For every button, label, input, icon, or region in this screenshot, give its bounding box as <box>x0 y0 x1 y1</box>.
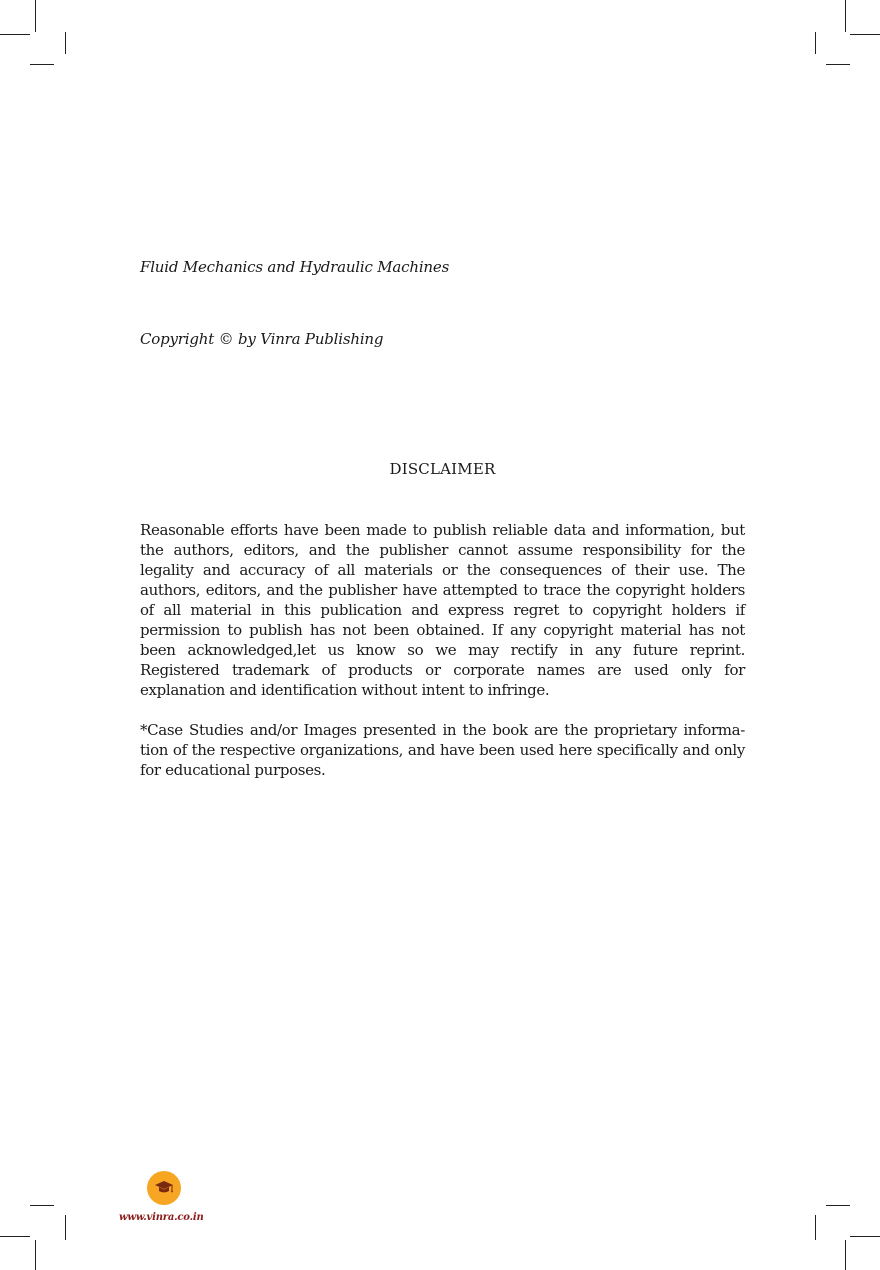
disclaimer-body: Reasonable efforts have been made to publish reliable data and information, but the authors, editors, and the publisher cannot assume responsibility for the legality and accuracy of all materials or the consequences of their use. The authors, editors, and the publisher have attempted to trace the copyright holders of all material in this publication and express regret to copyright holders if permission to publish has not been obtained. If any copyright material has not been acknowledged,let us know so we may rectify in any future reprint. Registered trademark of products or corporate names are used only for explanation and identification without intent to infringe. <box>140 521 745 699</box>
crop-mark <box>815 1215 816 1240</box>
crop-mark <box>850 1236 880 1237</box>
crop-mark <box>35 1240 36 1270</box>
case-studies-note: *Case Studies and/or Images presented in the book are the proprietary informa-tion of the respective organizations, and have been used here specifically and only for educational purposes. <box>140 721 745 779</box>
crop-mark <box>815 32 816 54</box>
crop-mark <box>850 34 880 35</box>
crop-mark <box>845 0 846 32</box>
crop-mark <box>35 0 36 32</box>
crop-mark <box>826 1205 850 1206</box>
copyright-line: Copyright © by Vinra Publishing <box>140 330 384 348</box>
crop-mark <box>0 34 30 35</box>
book-title: Fluid Mechanics and Hydraulic Machines <box>140 258 450 276</box>
crop-mark <box>30 64 54 65</box>
publisher-logo <box>147 1171 181 1205</box>
publisher-url[interactable]: www.vinra.co.in <box>119 1212 204 1223</box>
crop-mark <box>30 1205 54 1206</box>
crop-mark <box>826 64 850 65</box>
crop-mark <box>65 1215 66 1240</box>
graduation-cap-icon <box>153 1177 175 1199</box>
disclaimer-heading: DISCLAIMER <box>389 460 496 478</box>
crop-mark <box>0 1236 30 1237</box>
crop-mark <box>845 1240 846 1270</box>
crop-mark <box>65 32 66 54</box>
